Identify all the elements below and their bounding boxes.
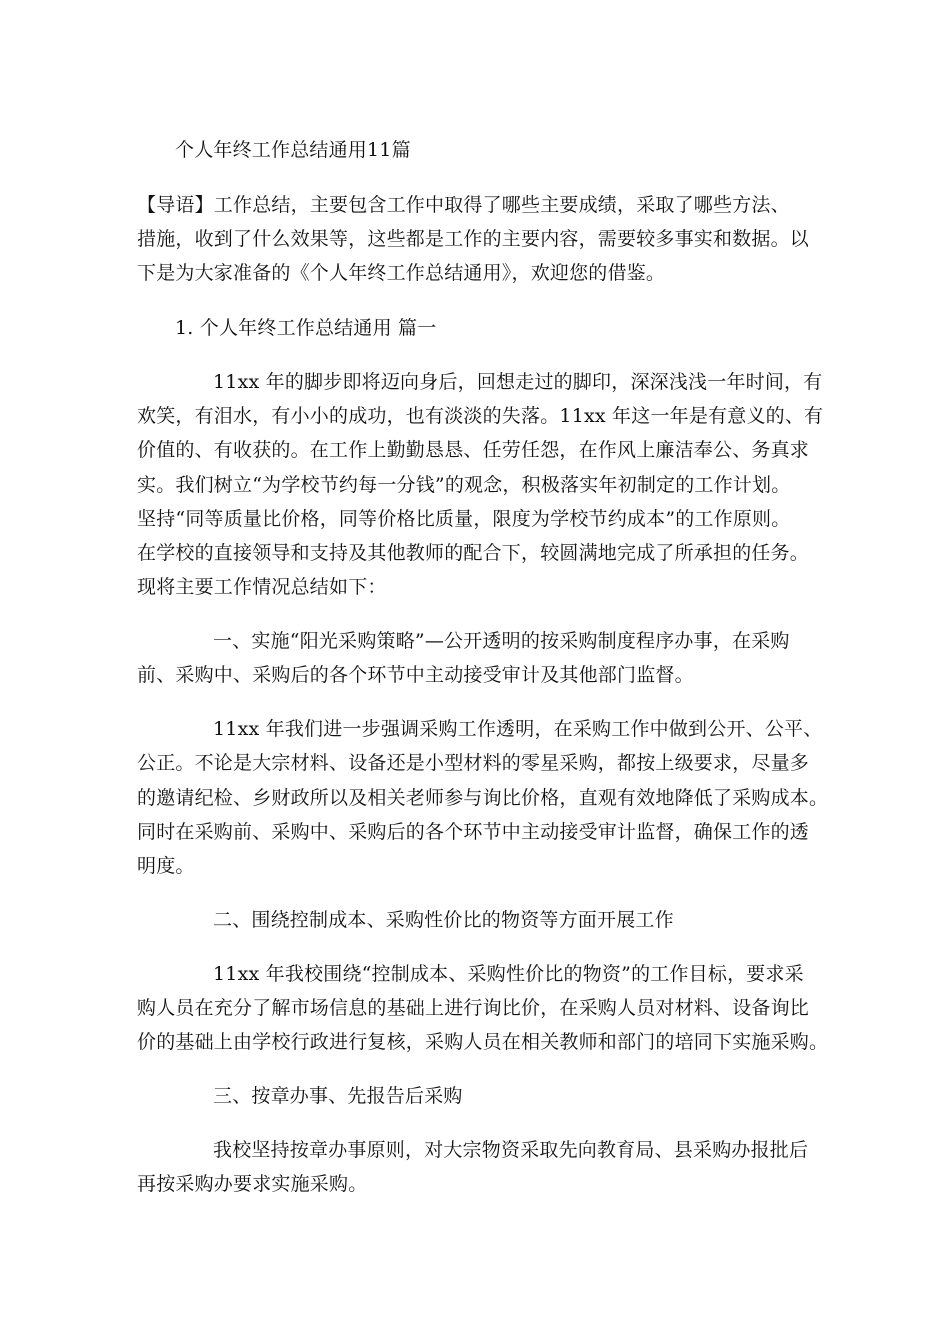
- intro-line: 下是为大家准备的《个人年终工作总结通用》，欢迎您的借鉴。: [137, 262, 666, 284]
- paragraph-line: 的邀请纪检、乡财政所以及相关老师参与询比价格，直观有效地降低了采购成本。: [137, 787, 829, 809]
- paragraph-line: 欢笑，有泪水，有小小的成功，也有淡淡的失落。11xx 年这一年是有意义的、有: [137, 405, 824, 427]
- paragraph-line: 公正。不论是大宗材料、设备还是小型材料的零星采购，都按上级要求，尽量多: [137, 752, 810, 774]
- paragraph-line: 现将主要工作情况总结如下：: [137, 576, 387, 598]
- heading-line: 一、实施“阳光采购策略”—公开透明的按采购制度程序办事，在采购: [213, 630, 790, 652]
- paragraph-line: 11xx 年的脚步即将迈向身后，回想走过的脚印，深深浅浅一年时间，有: [213, 371, 823, 393]
- paragraph-line: 购人员在充分了解市场信息的基础上进行询比价，在采购人员对材料、设备询比: [137, 997, 810, 1019]
- section-title: 1. 个人年终工作总结通用 篇一: [175, 317, 437, 339]
- paragraph-line: 明度。: [137, 855, 195, 877]
- paragraph-line: 11xx 年我校围绕“控制成本、采购性价比的物资”的工作目标，要求采: [213, 963, 804, 985]
- paragraph-line: 我校坚持按章办事原则，对大宗物资采取先向教育局、县采购办报批后: [213, 1139, 809, 1161]
- heading-line: 前、采购中、采购后的各个环节中主动接受审计及其他部门监督。: [137, 664, 694, 686]
- paragraph-line: 价的基础上由学校行政进行复核，采购人员在相关教师和部门的培同下实施采购。: [137, 1031, 829, 1053]
- paragraph-line: 价值的、有收获的。在工作上勤勤恳恳、任劳任怨，在作风上廉洁奉公、务真求: [137, 439, 810, 461]
- intro-line: 措施，收到了什么效果等，这些都是工作的主要内容，需要较多事实和数据。以: [137, 228, 810, 250]
- paragraph-line: 再按采购办要求实施采购。: [137, 1173, 368, 1195]
- paragraph-line: 同时在采购前、采购中、采购后的各个环节中主动接受审计监督，确保工作的透: [137, 821, 810, 843]
- intro-line: 【导语】工作总结，主要包含工作中取得了哪些主要成绩，采取了哪些方法、: [137, 194, 790, 216]
- document-title: 个人年终工作总结通用11篇: [175, 139, 411, 161]
- paragraph-line: 在学校的直接领导和支持及其他教师的配合下，较圆满地完成了所承担的任务。: [137, 542, 810, 564]
- section-heading: 二、围绕控制成本、采购性价比的物资等方面开展工作: [213, 909, 674, 931]
- section-heading: 三、按章办事、先报告后采购: [213, 1085, 463, 1107]
- paragraph-line: 11xx 年我们进一步强调采购工作透明，在采购工作中做到公开、公平、: [213, 718, 823, 740]
- paragraph-line: 实。我们树立“为学校节约每一分钱”的观念，积极落实年初制定的工作计划。: [137, 474, 791, 496]
- paragraph-line: 坚持“同等质量比价格，同等价格比质量，限度为学校节约成本”的工作原则。: [137, 508, 791, 530]
